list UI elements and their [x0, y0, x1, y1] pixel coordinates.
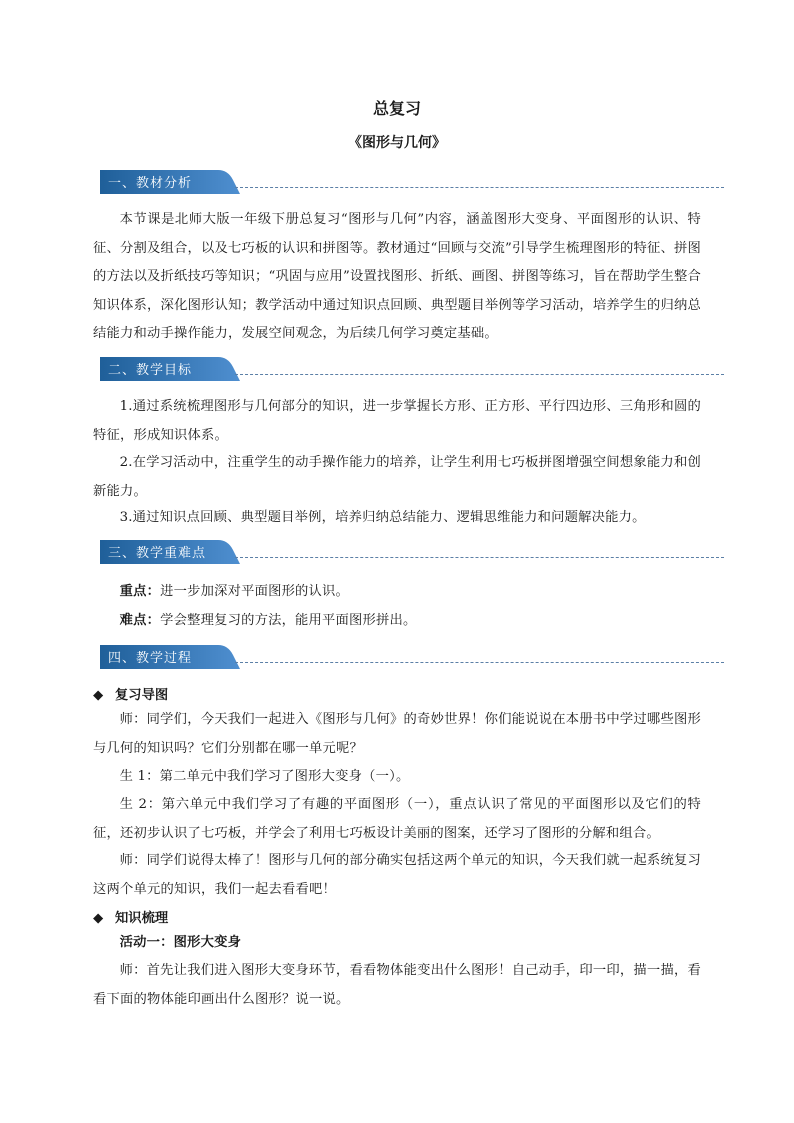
difficult-point [93, 607, 701, 636]
objective-item: 2.在学习活动中，注重学生的动手操作能力的培养，让学生利用七巧板拼图增强空间想象能力和创新能力。 [93, 455, 701, 499]
difficult-point-label: 难点： [119, 613, 161, 628]
section-divider [235, 662, 724, 663]
key-point-text: 进一步加深对平面图形的认识。 [160, 584, 350, 599]
section-label: 四、教学过程 [108, 651, 193, 666]
section-divider [235, 187, 724, 188]
dialogue-paragraph: 师：同学们说得太棒了！图形与几何的部分确实包括这两个单元的知识，今天我们就一起系统复习这两个单元的知识，我们一起去看看吧！ [93, 853, 701, 897]
dialogue-paragraph: 师：同学们，今天我们一起进入《图形与几何》的奇妙世界！你们能说说在本册书中学过哪些图形与几何的知识吗？它们分别都在哪一单元呢？ [93, 712, 701, 756]
bullet-label: 复习导图 [115, 688, 169, 703]
section-divider [235, 374, 724, 375]
activity-heading [93, 929, 701, 958]
page-subtitle: 《图形与几何》 [348, 135, 446, 151]
section-label: 三、教学重难点 [108, 546, 207, 561]
key-point-label: 重点： [119, 584, 161, 599]
section-header-process [100, 643, 724, 669]
diamond-bullet-icon: ◆ [93, 911, 104, 926]
section-header-objectives [100, 355, 724, 381]
section-label: 一、教材分析 [108, 176, 193, 191]
diamond-bullet-icon: ◆ [93, 688, 104, 703]
section-divider [235, 557, 724, 558]
dialogue-paragraph: 师：首先让我们进入图形大变身环节，看看物体能变出什么图形！自己动手，印一印，描一描，看看下面的物体能印画出什么图形？说一说。 [93, 963, 701, 1007]
page-title: 总复习 [372, 99, 421, 118]
key-point [93, 578, 701, 607]
activity-label: 活动一：图形大变身 [119, 935, 242, 950]
bullet-review-map [93, 684, 168, 703]
bullet-knowledge-sort [93, 907, 168, 926]
section-header-keypoints [100, 538, 724, 564]
analysis-paragraph: 本节课是北师大版一年级下册总复习“图形与几何”内容，涵盖图形大变身、平面图形的认识、特征、分割及组合，以及七巧板的认识和拼图等。教材通过“回顾与交流”引导学生梳理图形的特征、拼图的方法以及折纸技巧等知识；“巩固与应用”设置找图形、折纸、画图、拼图等练习，旨在帮助学生整合知识体系，深化图形认知；教学活动中通过知识点回顾、典型题目举例等学习活动，培养学生的归纳总结能力和动手操作能力，发展空间观念，为后续几何学习奠定基础。 [93, 212, 701, 341]
difficult-point-text: 学会整理复习的方法，能用平面图形拼出。 [160, 613, 417, 628]
objective-item: 3.通过知识点回顾、典型题目举例，培养归纳总结能力、逻辑思维能力和问题解决能力。 [119, 510, 646, 525]
section-header-analysis [100, 168, 724, 194]
dialogue-paragraph: 生 2：第六单元中我们学习了有趣的平面图形（一），重点认识了常见的平面图形以及它们的特征，还初步认识了七巧板，并学会了利用七巧板设计美丽的图案，还学习了图形的分解和组合。 [93, 797, 701, 841]
bullet-label: 知识梳理 [115, 911, 169, 926]
objective-item: 1.通过系统梳理图形与几何部分的知识，进一步掌握长方形、正方形、平行四边形、三角形和圆的特征，形成知识体系。 [93, 399, 701, 443]
dialogue-paragraph: 生 1：第二单元中我们学习了图形大变身（一）。 [119, 769, 410, 784]
section-label: 二、教学目标 [108, 363, 193, 378]
